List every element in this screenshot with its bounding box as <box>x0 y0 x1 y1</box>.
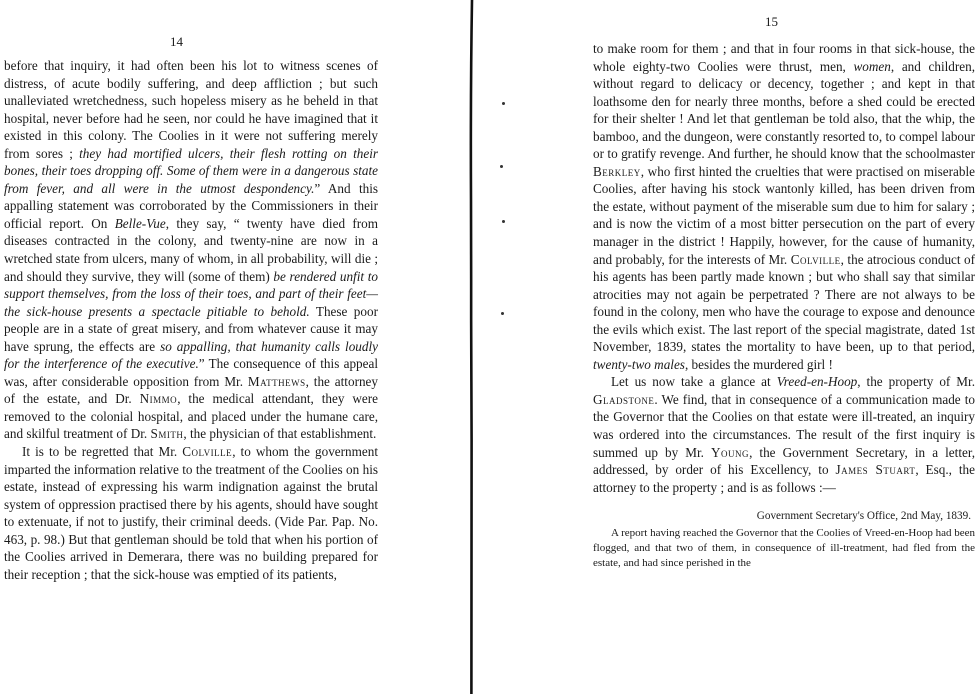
paragraph <box>593 373 975 496</box>
text-run: , the atrocious conduct of his agents has been partly made known ; but who shall say that similar atrocities may not again be perpetrated ? There are not always to be found in the colony, men who have the courage to expose and denounce the evils which exist. The last report of the special magistrate, dated 1st November, 1839, states the mortality to have been, up to that period, <box>593 251 975 355</box>
page-number: 14 <box>170 34 183 49</box>
name-text: Nimmo <box>139 391 178 407</box>
text-run: ” The consequence of this appeal was, after considerable opposition from Mr. <box>4 356 378 389</box>
text-run: to make room for them ; and that in four rooms in that sick-house, the whole eighty-two Coolies were thrust, men, <box>593 41 975 74</box>
text-run: , who first hinted the cruelties that were practised on miserable Coolies, after having his stock wantonly killed, has been driven from the estate, without payment of the miserable sum due to him for salary ; and is now the victim of a most bitter persecution on the part of every manager in the district ! Happily, however, for the cause of humanity, and probably, for the interests of Mr. <box>593 163 975 267</box>
name-text: James Stuart <box>835 462 916 478</box>
name-text: Gladstone <box>593 391 655 407</box>
text-run: , and children, without regard to delicacy or decency, together ; and kept in that loathsome den for nearly three months, before a shed could be erected for their shelter ! And let that gentleman be told also, that the whip, the bamboo, and the dungeon, were constantly resorted to, to compel labour or to gratify revenge. And further, he should know that the schoolmaster <box>593 58 976 162</box>
text-run: , they say, “ twenty have died from diseases contracted in the colony, and twenty-nine are now in a wretched state from ulcers, many of whom, in all probability, will die ; and should they survive, they will (some of them) <box>4 215 378 284</box>
paragraph <box>4 57 378 443</box>
paragraph <box>593 40 975 373</box>
text-run: , the property of Mr. <box>857 374 975 390</box>
italic-text: twenty-two males <box>593 356 685 372</box>
gutter-mark <box>502 102 505 105</box>
text-run: , Esq., the attorney to the property ; and is as follows :— <box>593 462 975 495</box>
text-run: , the Government Secretary, in a letter, addressed, by order of his Excellency, to <box>593 444 975 478</box>
name-text: Young <box>711 444 750 460</box>
name-text: Colville <box>182 444 233 460</box>
text-run: , to whom the government imparted the information relative to the treatment of the Coolies on his estate, instead of expressing his warm indignation against the brutal system of oppression practised there by his agents, should have sought to extenuate, if not to justify, their criminal deeds. (Vide Par. Pap. No. 463, p. 98.) But that gentleman should be told that when his portion of the Coolies arrived in Demerara, there was no building prepared for their reception ; that the sick-house was emptied of its patients, <box>4 444 379 582</box>
text-run: before that inquiry, it had often been his lot to witness scenes of distress, of acute bodily suffering, and deep affliction ; but such unalleviated wretchedness, such hopeless misery as he beheld in that hospital, never before had he seen, nor could he have imagined that it existed in this colony. The Coolies in it were not suffering merely from sores ; <box>4 58 378 161</box>
page-body <box>593 40 975 571</box>
italic-text: they had mortified ulcers, their flesh rotting on their bones, their toes dropping off. Some of them were in a dangerous state from fever, and all were in the utmost despondency. <box>4 145 378 196</box>
italic-text: be rendered unfit to support themselves, from the loss of their toes, and part of their feet—the sick-house presents a spectacle pitiable to behold. <box>4 268 378 319</box>
book-gutter <box>468 0 476 694</box>
right-page <box>585 0 980 694</box>
text-run: . We find, that in consequence of a communication made to the Governor that the Coolies on that estate were ill-treated, an inquiry was ordered into the circumstances. The result of the first inquiry is summed up by Mr. <box>593 391 975 460</box>
text-run: These poor people are in a state of great misery, and from whatever cause it may have sprung, the effects are <box>4 303 378 354</box>
gutter-mark <box>500 165 503 168</box>
text-run: , besides the murdered girl ! <box>684 356 833 372</box>
name-text: Matthews <box>247 373 306 389</box>
italic-text: women <box>853 58 891 74</box>
name-text: Smith <box>150 426 184 442</box>
gutter-mark <box>502 220 505 223</box>
text-run: , the medical attendant, they were removed to the colonial hospital, and placed under the humane care, and skilful treatment of Dr. <box>4 391 379 442</box>
page-body <box>4 57 378 583</box>
left-page <box>0 0 385 694</box>
dateline: Government Secretary's Office, 2nd May, 1839. <box>756 510 971 523</box>
name-text: Colville <box>790 251 841 267</box>
text-run: Let us now take a glance at <box>611 374 777 390</box>
italic-text: Vreed-en-Hoop <box>776 374 858 390</box>
paragraph <box>4 443 378 583</box>
gutter-mark <box>501 312 504 315</box>
italic-text: Belle-Vue <box>114 215 166 231</box>
text-run: , the attorney of the estate, and Dr. <box>4 373 378 407</box>
italic-text: so appalling, that humanity calls loudly for the interference of the executive. <box>4 338 378 372</box>
quoted-letter: A report having reached the Governor that the Coolies of Vreed-en-Hoop had been flogged, and that two of them, in consequence of ill-treatment, had fled from the estate, and had since perished in the <box>593 526 975 569</box>
page-number: 15 <box>765 14 778 29</box>
text-run: , the physician of that establishment. <box>183 426 377 442</box>
name-text: Berkley <box>593 163 641 179</box>
text-run: It is to be regretted that Mr. <box>22 444 183 460</box>
text-run: ” And this appalling statement was corroborated by the Commissioners in their official report. On <box>4 180 378 231</box>
